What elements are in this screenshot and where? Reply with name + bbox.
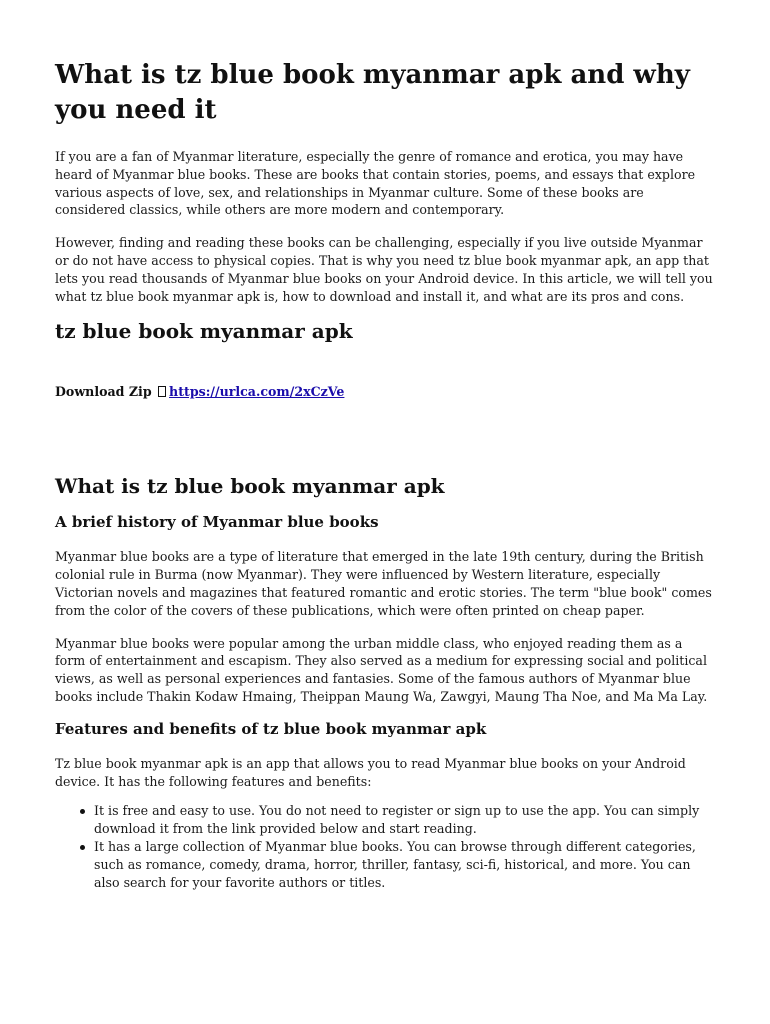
features-intro: Tz blue book myanmar apk is an app that allows you to read Myanmar blue books on your Android device. It has the following features and benefits: [55,755,686,789]
section-heading-apk: tz blue book myanmar apk [55,319,353,344]
download-link[interactable]: https://urlca.com/2xCzVe [169,384,345,400]
features-list [55,802,715,891]
intro-paragraph-1: If you are a fan of Myanmar literature, especially the genre of romance and erotica, you may have heard of Myanmar blue books. These are books that contain stories, poems, and essays that explore various aspects of love, sex, and relationships in Myanmar culture. Some of these books are considered classics, while others are more modern and contemporary. [55,149,696,218]
history-paragraph-1: Myanmar blue books are a type of literature that emerged in the late 19th century, during the British colonial rule in Burma (now Myanmar). They were influenced by Western literature, especially Victorian novels and magazines that featured romantic and erotic stories. The term "blue book" comes from the color of the covers of these publications, which were often printed on cheap paper. [55,549,712,618]
section-heading-what: What is tz blue book myanmar apk [55,474,445,499]
page-title: What is tz blue book myanmar apk and why you need it [55,60,690,125]
intro-paragraph-2: However, finding and reading these books can be challenging, especially if you live outside Myanmar or do not have access to physical copies. That is why you need tz blue book myanmar apk, an app that lets you read thousands of Myanmar blue books on your Android device. In this article, we will tell you what tz blue book myanmar apk is, how to download and install it, and what are its pros and cons. [55,235,713,304]
history-paragraph-2: Myanmar blue books were popular among the urban middle class, who enjoyed reading them as a form of entertainment and escapism. They also served as a medium for expressing social and political views, as well as personal experiences and fantasies. Some of the famous authors of Myanmar blue books include Thakin Kodaw Hmaing, Theippan Maung Wa, Zawgyi, Maung Tha Noe, and Ma Ma Lay. [55,635,708,704]
download-line [55,383,715,401]
history-heading: A brief history of Myanmar blue books [55,513,379,532]
list-item: It has a large collection of Myanmar blue books. You can browse through different categories, such as romance, comedy, drama, horror, thriller, fantasy, sci-fi, historical, and more. You can also search for your favorite authors or titles. [94,838,715,891]
features-heading: Features and benefits of tz blue book myanmar apk [55,719,487,738]
missing-glyph-icon [158,386,166,397]
list-item: It is free and easy to use. You do not need to register or sign up to use the app. You can simply download it from the link provided below and start reading. [94,802,715,838]
download-label: Download Zip [55,384,152,400]
